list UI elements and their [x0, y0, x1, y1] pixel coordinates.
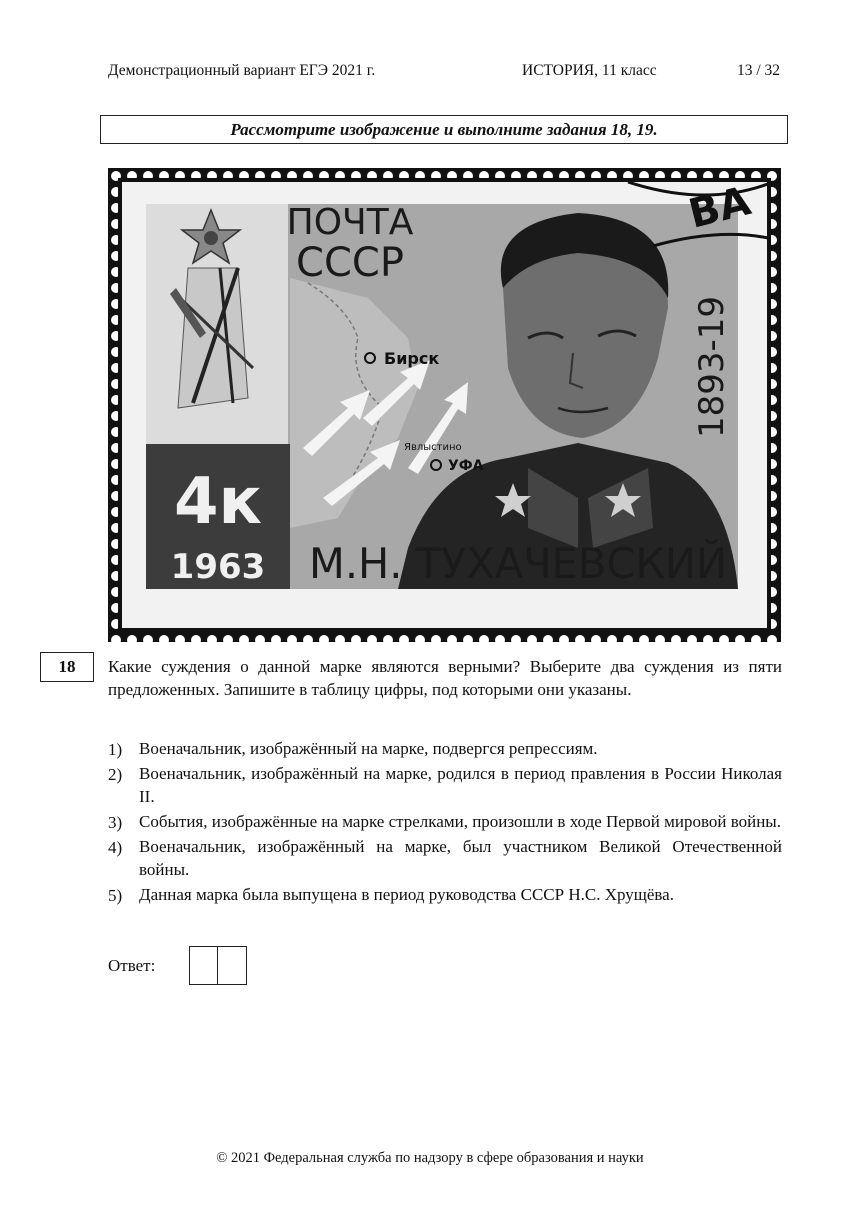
option-text: Военачальник, изображённый на марке, подвергся репрессиям.: [139, 739, 598, 758]
page-header: [108, 62, 782, 84]
answer-cells: [189, 946, 247, 985]
answer-options: [108, 737, 782, 908]
option-number: 5): [108, 886, 123, 905]
option-item: [108, 762, 782, 808]
stamp-country-label: СССР: [296, 240, 404, 286]
stamp-illustration: [108, 168, 781, 642]
option-text: События, изображённые на марке стрелками, произошли в ходе Первой мировой войны.: [139, 812, 781, 831]
stamp-value: 4к: [174, 465, 262, 539]
map-city-ufa: УФА: [448, 458, 484, 474]
option-text: Данная марка была выпущена в период руководства СССР Н.С. Хрущёва.: [139, 885, 674, 904]
answer-label: Ответ:: [108, 956, 156, 975]
option-item: [108, 835, 782, 881]
option-number: 1): [108, 740, 123, 759]
option-text: Военачальник, изображённый на марке, был участником Великой Отечественной войны.: [139, 837, 782, 879]
option-number: 2): [108, 765, 123, 784]
map-city-birsk: Бирск: [384, 349, 440, 368]
answer-cell-2[interactable]: [218, 946, 247, 985]
postmark-text: ВА: [684, 178, 756, 238]
option-text: Военачальник, изображённый на марке, родился в период правления в России Николая II.: [139, 764, 782, 806]
option-item: [108, 883, 782, 906]
map-city-yavlystino: Явлыстино: [404, 442, 462, 453]
exam-title: Демонстрационный вариант ЕГЭ 2021 г.: [108, 62, 376, 79]
page-footer: © 2021 Федеральная служба по надзору в сфере образования и науки: [216, 1150, 644, 1166]
stamp-year: 1963: [170, 547, 266, 587]
stamp-post-label: ПОЧТА: [286, 202, 414, 243]
option-item: [108, 737, 782, 760]
instruction-box: Рассмотрите изображение и выполните задания 18, 19.: [100, 115, 788, 144]
page-number: 13 / 32: [736, 62, 780, 79]
stamp-name: М.Н. ТУХАЧЕВСКИЙ: [309, 539, 732, 588]
option-item: [108, 810, 782, 833]
question-text: Какие суждения о данной марке являются верными? Выберите два суждения из пяти предложенных. Запишите в таблицу цифры, под которыми они указаны.: [108, 657, 782, 699]
subject-title: ИСТОРИЯ, 11 класс: [522, 62, 657, 79]
task-number-box: 18: [40, 652, 94, 682]
answer-cell-1[interactable]: [189, 946, 218, 985]
option-number: 3): [108, 813, 123, 832]
stamp-life-years: 1893-19: [692, 295, 732, 438]
stamp-image: [108, 168, 781, 642]
option-number: 4): [108, 838, 123, 857]
